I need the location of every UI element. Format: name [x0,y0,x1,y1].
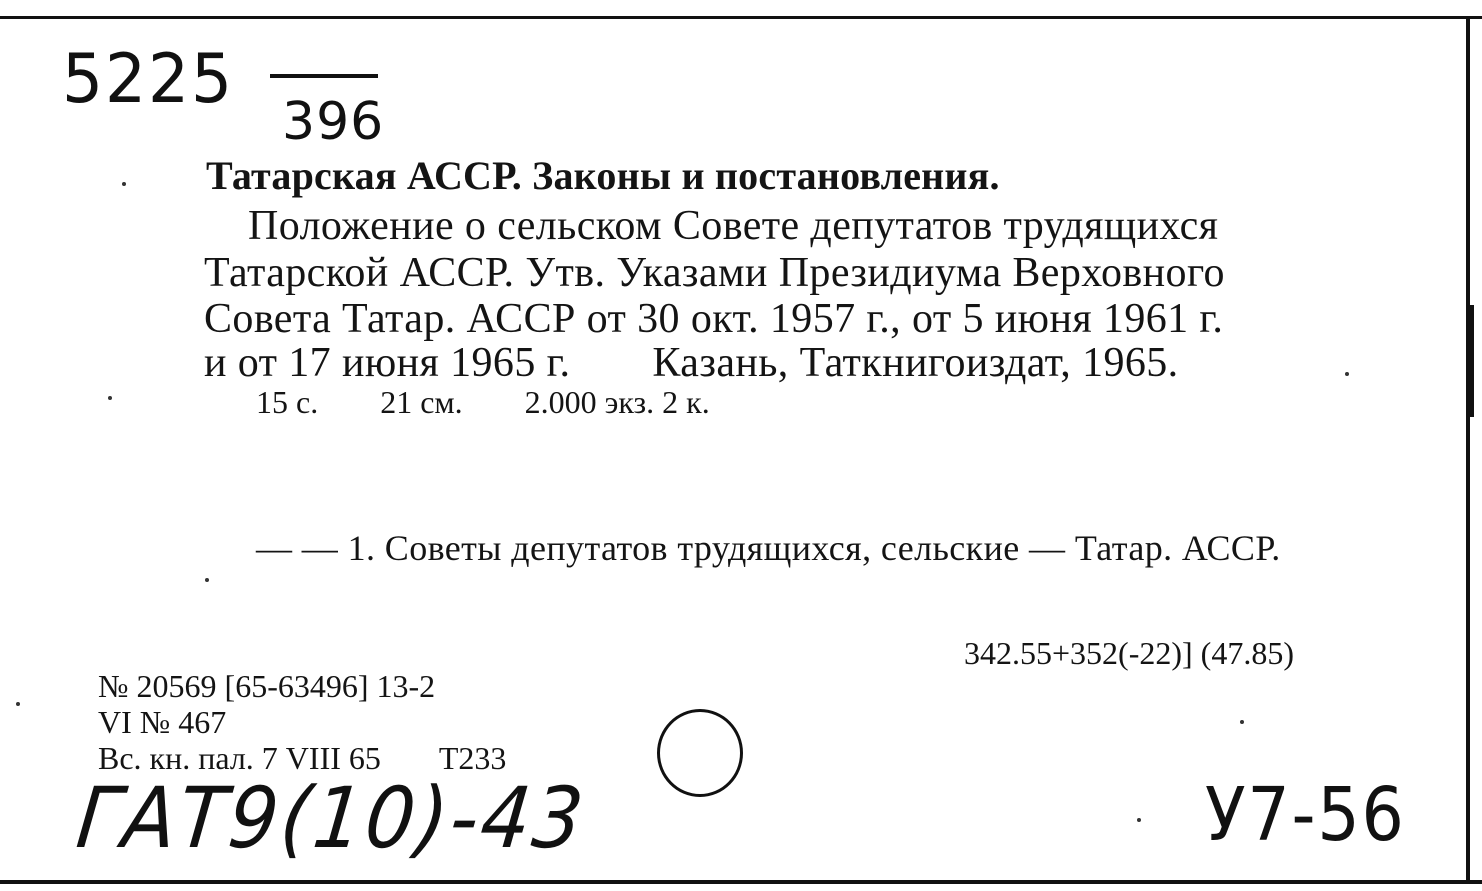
handwritten-call-number-bottom: 396 [282,92,385,152]
card-heading: Татарская АССР. Законы и постановления. [206,153,1000,198]
speck-mark [16,702,20,706]
card-bottom-edge [0,880,1482,884]
registration-number: № 20569 [65-63496] 13-2 [98,668,436,704]
speck-mark [122,182,126,186]
speck-mark [1345,372,1349,376]
subject-heading: — — 1. Советы депутатов трудящихся, сельские — Татар. АССР. [256,528,1281,568]
registration-chamber: Вс. кн. пал. 7 VIII 65 [98,740,381,776]
handwritten-fraction-rule [270,74,378,78]
title-line-2: Татарской АССР. Утв. Указами Президиума Верховного [204,250,1225,296]
registration-series: VI № 467 [98,704,227,740]
title-line-1: Положение о сельском Совете депутатов трудящихся [248,203,1219,249]
title-line-4 [204,342,1179,384]
collation-line [256,386,710,418]
card-right-edge [1466,16,1470,884]
classification-index: 342.55+352(-22)] (47.85) [964,635,1294,671]
collation-copies-price: 2.000 экз. 2 к. [524,384,710,420]
registration-code: Т233 [438,740,507,776]
card-right-edge-mark [1468,305,1474,417]
collation-pages: 15 с. [256,384,319,420]
handwritten-bottom-right-code: У7-56 [1205,772,1406,858]
speck-mark [1240,720,1244,724]
title-line-4-text: и от 17 июня 1965 г. [204,340,571,386]
handwritten-bottom-left-code: ГАТ9(10)-43 [72,769,591,867]
imprint: Казань, Таткнигоиздат, 1965. [652,340,1179,386]
collation-size: 21 см. [380,384,463,420]
card-top-edge [0,16,1482,19]
speck-mark [1137,818,1141,822]
speck-mark [205,578,209,582]
speck-mark [108,396,112,400]
title-line-3: Совета Татар. АССР от 30 окт. 1957 г., от 5 июня 1961 г. [204,296,1224,342]
handwritten-call-number-top: 5225 [62,40,235,119]
punch-circle-mark [657,709,743,797]
